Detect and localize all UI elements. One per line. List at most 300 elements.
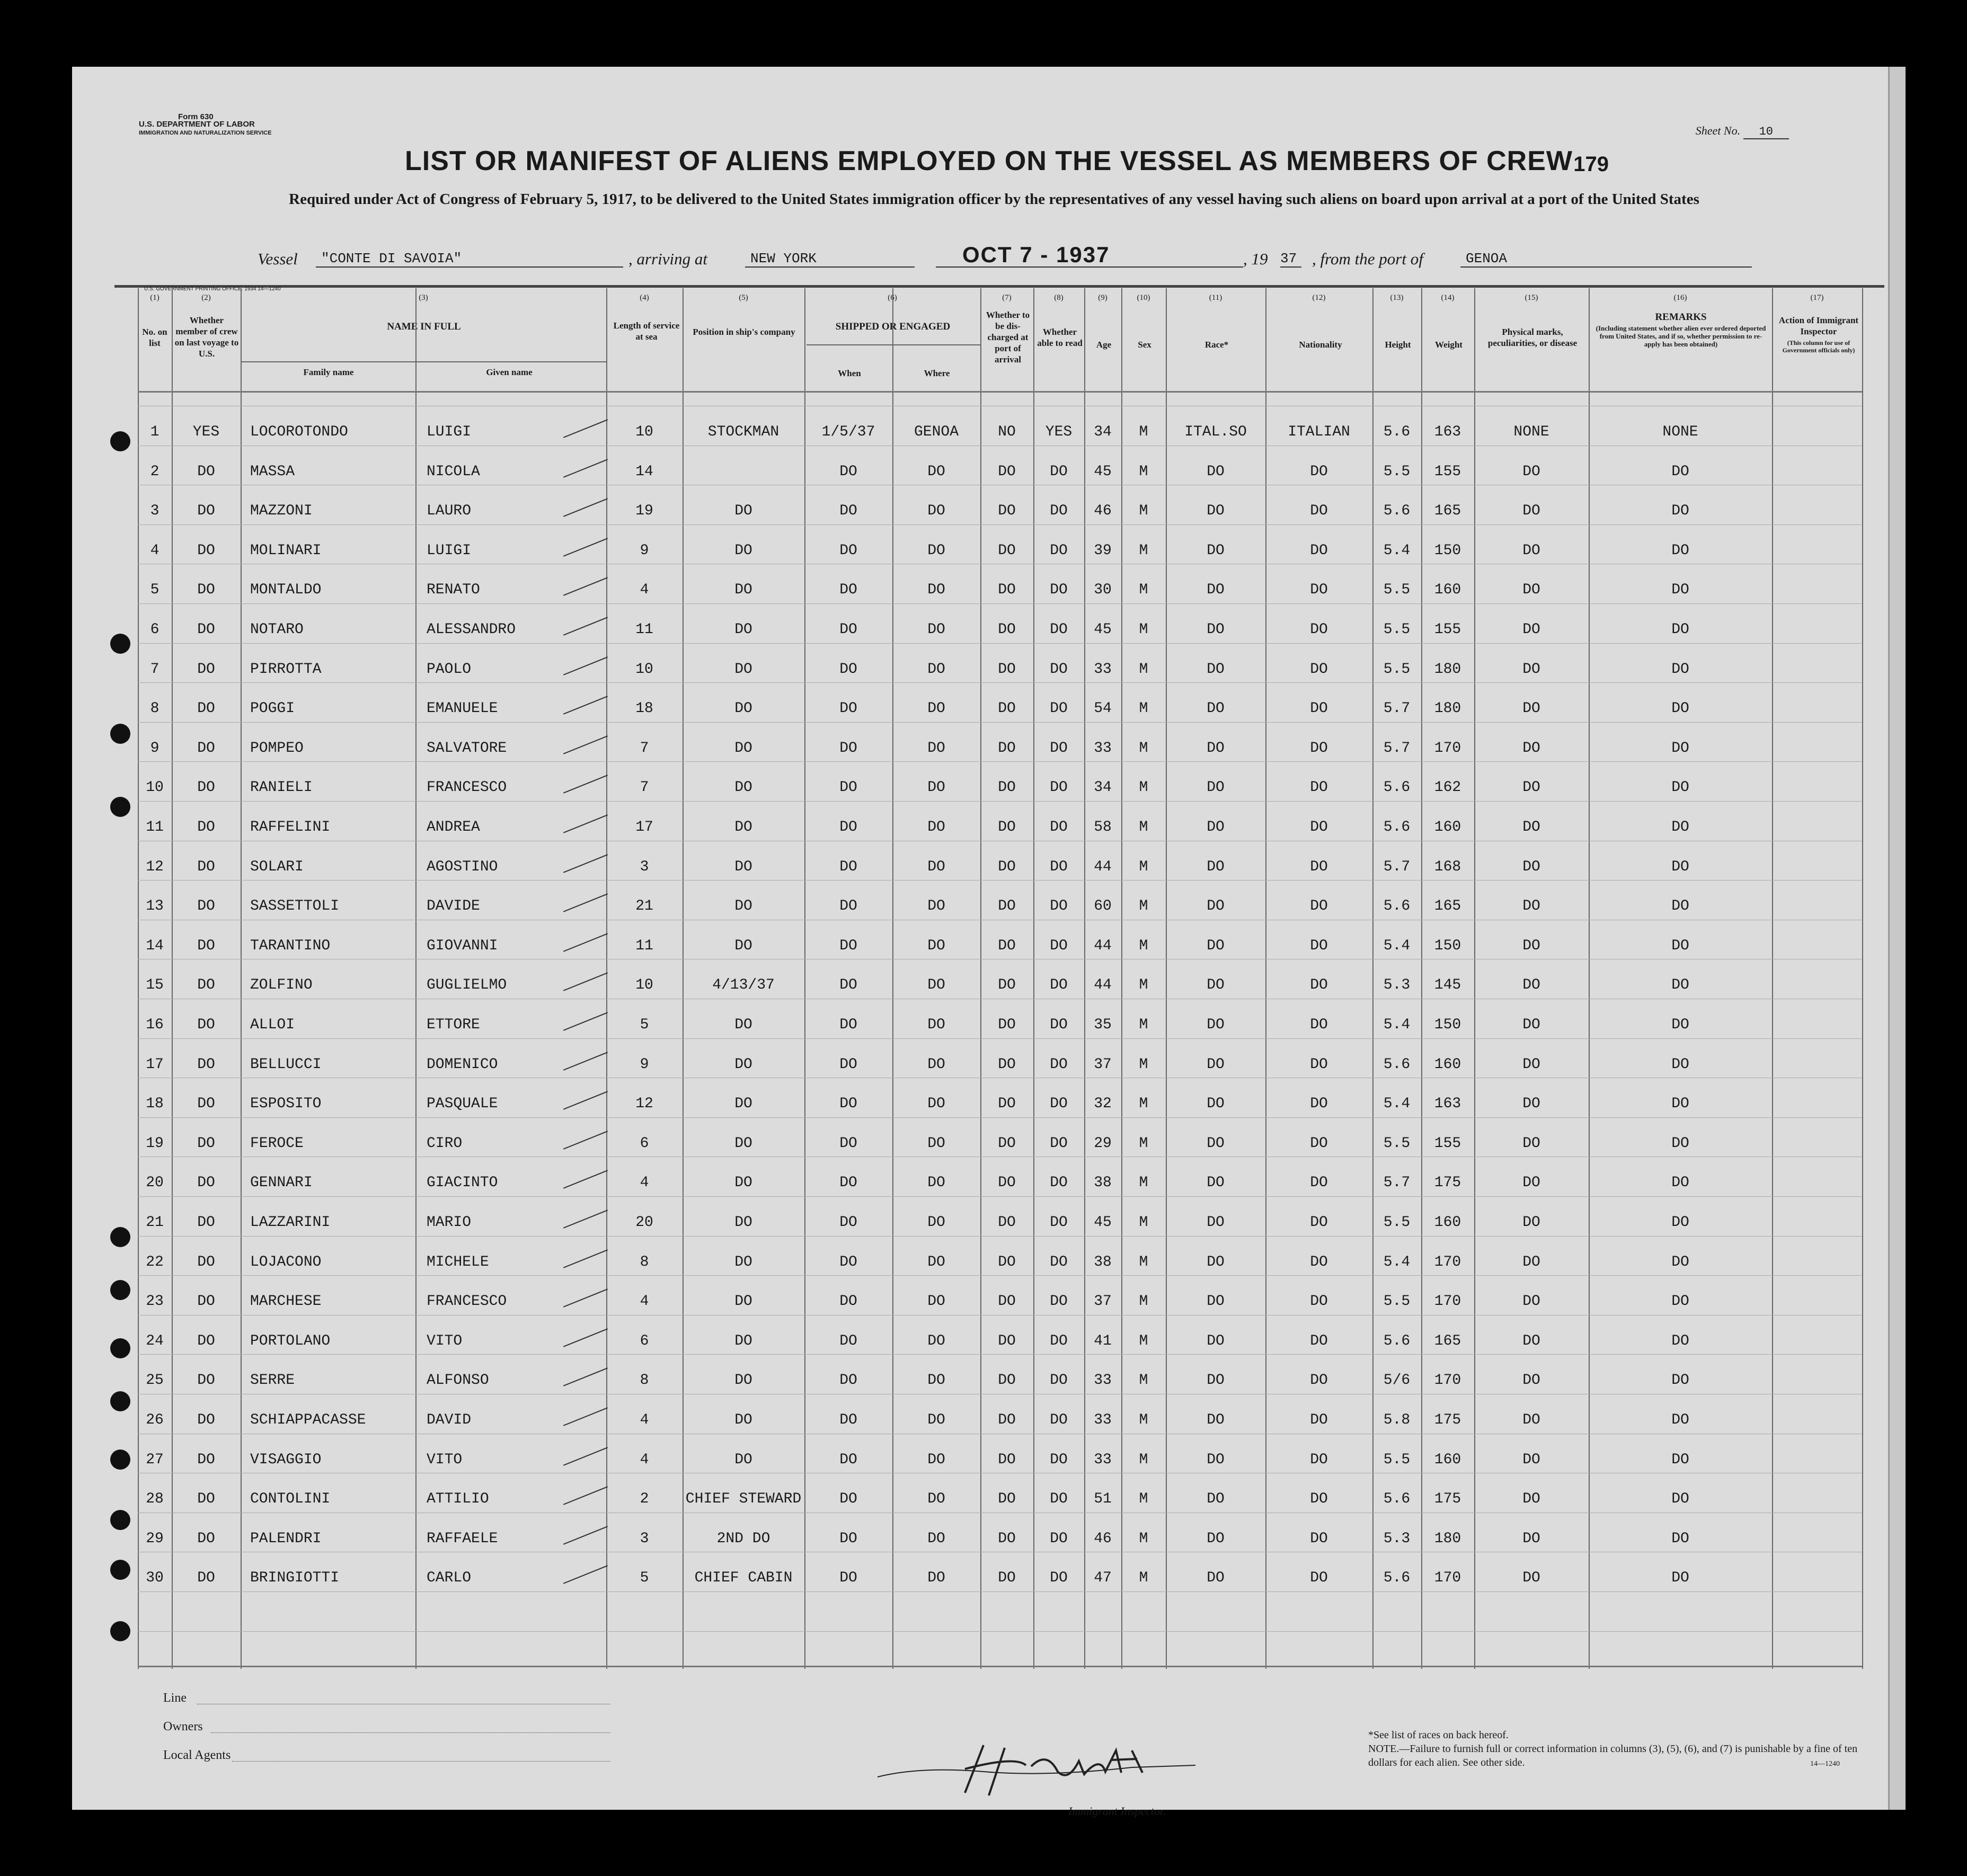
cell-race: DO	[1207, 661, 1225, 678]
cell-height: 5.6	[1383, 424, 1411, 440]
cell-remarks: DO	[1671, 1175, 1689, 1192]
cell-nat: DO	[1310, 1096, 1328, 1113]
cell-remarks: DO	[1671, 1451, 1689, 1468]
col-given-header: Given name	[486, 367, 533, 377]
cell-position: DO	[734, 1017, 752, 1033]
cell-where: DO	[927, 977, 945, 994]
cell-disch: NO	[998, 424, 1016, 440]
cell-age: 37	[1094, 1056, 1112, 1073]
row-rule	[138, 603, 1862, 604]
cell-service: 4	[640, 582, 649, 599]
row-rule	[138, 801, 1862, 802]
cell-disch: DO	[998, 1253, 1016, 1270]
cell-race: DO	[1207, 1175, 1225, 1192]
col-no-header: No. on list	[142, 327, 167, 348]
cell-remarks: DO	[1671, 1570, 1689, 1587]
cell-given: ALFONSO	[427, 1372, 489, 1389]
cell-no: 19	[146, 1135, 164, 1152]
cell-nat: DO	[1310, 1491, 1328, 1508]
cell-nat: DO	[1310, 503, 1328, 520]
cell-marks: DO	[1522, 1530, 1540, 1547]
races-note: *See list of races on back hereof.	[1368, 1729, 1509, 1741]
binder-hole	[110, 634, 130, 654]
cell-position: CHIEF CABIN	[694, 1570, 793, 1587]
cell-race: DO	[1207, 779, 1225, 796]
cell-remarks: DO	[1671, 621, 1689, 638]
cell-when: DO	[839, 858, 857, 875]
cell-height: 5.6	[1383, 1570, 1411, 1587]
cell-remarks: DO	[1671, 1332, 1689, 1349]
cell-disch: DO	[998, 1451, 1016, 1468]
cell-weight: 150	[1434, 542, 1461, 559]
cell-when: DO	[839, 1214, 857, 1231]
footer-agents-field	[232, 1761, 610, 1762]
cell-family: LOJACONO	[250, 1253, 322, 1270]
cell-remarks: DO	[1671, 582, 1689, 599]
cell-given: MARIO	[427, 1214, 472, 1231]
cell-service: 7	[640, 779, 649, 796]
cell-age: 33	[1094, 740, 1112, 757]
cell-marks: DO	[1522, 1017, 1540, 1033]
cell-height: 5.5	[1383, 582, 1411, 599]
cell-race: ITAL.SO	[1184, 424, 1247, 440]
binder-hole	[110, 1338, 130, 1358]
cell-service: 12	[635, 1096, 653, 1113]
col-service-header: Length of service at sea	[613, 321, 680, 342]
cell-weight: 162	[1434, 779, 1461, 796]
cell-sex: M	[1139, 463, 1148, 480]
cell-service: 9	[640, 1056, 649, 1073]
cell-given: PAOLO	[427, 661, 472, 678]
crew-table	[138, 288, 1862, 1669]
cell-height: 5.7	[1383, 740, 1411, 757]
cell-weight: 155	[1434, 1135, 1461, 1152]
column-number: (7)	[1002, 294, 1012, 302]
cell-family: MONTALDO	[250, 582, 322, 599]
cell-race: DO	[1207, 819, 1225, 835]
cell-race: DO	[1207, 1056, 1225, 1073]
cell-race: DO	[1207, 463, 1225, 480]
cell-member: DO	[197, 1332, 215, 1349]
cell-age: 51	[1094, 1491, 1112, 1508]
cell-family: FEROCE	[250, 1135, 304, 1152]
binder-hole	[110, 1621, 130, 1641]
cell-when: DO	[839, 621, 857, 638]
cell-marks: DO	[1522, 1491, 1540, 1508]
cell-family: MASSA	[250, 463, 295, 480]
cell-marks: DO	[1522, 621, 1540, 638]
cell-given: CARLO	[427, 1570, 472, 1587]
cell-sex: M	[1139, 858, 1148, 875]
cell-race: DO	[1207, 1412, 1225, 1428]
cell-family: SOLARI	[250, 858, 304, 875]
cell-where: DO	[927, 1332, 945, 1349]
cell-member: DO	[197, 937, 215, 954]
cell-disch: DO	[998, 858, 1016, 875]
cell-sex: M	[1139, 937, 1148, 954]
cell-height: 5.6	[1383, 779, 1411, 796]
cell-where: DO	[927, 740, 945, 757]
cell-when: DO	[839, 1491, 857, 1508]
cell-race: DO	[1207, 1332, 1225, 1349]
cell-weight: 180	[1434, 700, 1461, 717]
cell-race: DO	[1207, 1214, 1225, 1231]
cell-race: DO	[1207, 700, 1225, 717]
cell-age: 33	[1094, 661, 1112, 678]
cell-when: DO	[839, 542, 857, 559]
cell-where: DO	[927, 621, 945, 638]
row-rule	[138, 880, 1862, 881]
cell-no: 27	[146, 1451, 164, 1468]
cell-age: 44	[1094, 977, 1112, 994]
col-read-header: Whether able to read	[1037, 327, 1083, 348]
cell-given: GIACINTO	[427, 1175, 498, 1192]
cell-sex: M	[1139, 1293, 1148, 1310]
cell-position: STOCKMAN	[707, 424, 779, 440]
cell-when: DO	[839, 977, 857, 994]
cell-disch: DO	[998, 503, 1016, 520]
cell-service: 4	[640, 1451, 649, 1468]
footer-line-label: Line	[163, 1691, 187, 1705]
cell-sex: M	[1139, 503, 1148, 520]
cell-read: DO	[1050, 1530, 1068, 1547]
cell-weight: 155	[1434, 463, 1461, 480]
cell-no: 30	[146, 1570, 164, 1587]
cell-remarks: DO	[1671, 700, 1689, 717]
cell-disch: DO	[998, 779, 1016, 796]
cell-member: DO	[197, 582, 215, 599]
cell-when: DO	[839, 1253, 857, 1270]
cell-when: DO	[839, 898, 857, 915]
cell-nat: ITALIAN	[1288, 424, 1350, 440]
cell-read: DO	[1050, 1412, 1068, 1428]
cell-sex: M	[1139, 977, 1148, 994]
cell-no: 20	[146, 1175, 164, 1192]
cell-member: DO	[197, 1530, 215, 1547]
cell-where: DO	[927, 503, 945, 520]
cell-weight: 170	[1434, 740, 1461, 757]
cell-service: 8	[640, 1372, 649, 1389]
cell-read: DO	[1050, 819, 1068, 835]
cell-given: LUIGI	[427, 424, 472, 440]
cell-no: 9	[150, 740, 160, 757]
sheet-number-label: Sheet No.	[1695, 124, 1741, 137]
column-number: (14)	[1441, 294, 1455, 302]
cell-given: VITO	[427, 1451, 463, 1468]
cell-nat: DO	[1310, 858, 1328, 875]
cell-service: 4	[640, 1175, 649, 1192]
cell-service: 9	[640, 542, 649, 559]
cell-remarks: DO	[1671, 977, 1689, 994]
cell-age: 45	[1094, 1214, 1112, 1231]
cell-read: YES	[1045, 424, 1073, 440]
cell-position: DO	[734, 621, 752, 638]
cell-no: 10	[146, 779, 164, 796]
cell-marks: DO	[1522, 819, 1540, 835]
cell-position: DO	[734, 1451, 752, 1468]
cell-no: 14	[146, 937, 164, 954]
cell-disch: DO	[998, 1175, 1016, 1192]
cell-no: 5	[150, 582, 160, 599]
cell-when: DO	[839, 1175, 857, 1192]
cell-marks: DO	[1522, 1096, 1540, 1113]
cell-when: DO	[839, 1056, 857, 1073]
cell-family: GENNARI	[250, 1175, 313, 1192]
sheet-number-value: 10	[1743, 125, 1789, 139]
cell-race: DO	[1207, 621, 1225, 638]
cell-position: DO	[734, 779, 752, 796]
cell-when: DO	[839, 779, 857, 796]
cell-position: DO	[734, 1214, 752, 1231]
cell-given: ETTORE	[427, 1017, 480, 1033]
col-family-header: Family name	[303, 367, 354, 377]
binder-hole	[110, 797, 130, 817]
cell-marks: DO	[1522, 463, 1540, 480]
cell-no: 17	[146, 1056, 164, 1073]
cell-nat: DO	[1310, 779, 1328, 796]
cell-height: 5.8	[1383, 1412, 1411, 1428]
col-marks-header: Physical marks, peculiarities, or disease	[1487, 327, 1578, 348]
signature-drawing	[856, 1735, 1206, 1803]
cell-member: DO	[197, 503, 215, 520]
cell-age: 34	[1094, 424, 1112, 440]
cell-given: SALVATORE	[427, 740, 507, 757]
cell-age: 30	[1094, 582, 1112, 599]
cell-age: 46	[1094, 1530, 1112, 1547]
cell-height: 5.7	[1383, 700, 1411, 717]
cell-family: NOTARO	[250, 621, 304, 638]
cell-given: FRANCESCO	[427, 1293, 507, 1310]
cell-marks: DO	[1522, 740, 1540, 757]
cell-member: DO	[197, 542, 215, 559]
sheet-number	[1696, 124, 1789, 138]
cell-member: DO	[197, 819, 215, 835]
cell-marks: DO	[1522, 661, 1540, 678]
cell-weight: 163	[1434, 1096, 1461, 1113]
cell-race: DO	[1207, 1293, 1225, 1310]
table-bottom-rule	[138, 1666, 1862, 1667]
col-sex-header: Sex	[1138, 340, 1151, 350]
cell-disch: DO	[998, 1570, 1016, 1587]
cell-height: 5.4	[1383, 1096, 1411, 1113]
column-number: (4)	[640, 294, 649, 302]
cell-member: DO	[197, 1253, 215, 1270]
col-position-header: Position in ship's company	[693, 327, 795, 337]
cell-sex: M	[1139, 1253, 1148, 1270]
cell-where: DO	[927, 1372, 945, 1389]
cell-family: BRINGIOTTI	[250, 1570, 340, 1587]
cell-member: DO	[197, 1412, 215, 1428]
row-rule	[138, 761, 1862, 762]
cell-member: DO	[197, 1135, 215, 1152]
cell-position: DO	[734, 1175, 752, 1192]
cell-height: 5.4	[1383, 542, 1411, 559]
cell-family: MOLINARI	[250, 542, 322, 559]
cell-sex: M	[1139, 819, 1148, 835]
cell-nat: DO	[1310, 740, 1328, 757]
cell-given: LAURO	[427, 503, 472, 520]
cell-read: DO	[1050, 700, 1068, 717]
cell-sex: M	[1139, 621, 1148, 638]
cell-service: 18	[635, 700, 653, 717]
cell-nat: DO	[1310, 1214, 1328, 1231]
date-stamp: OCT 7 - 1937	[962, 242, 1110, 267]
cell-service: 21	[635, 898, 653, 915]
cell-when: DO	[839, 661, 857, 678]
column-number: (11)	[1209, 294, 1222, 302]
cell-no: 11	[146, 819, 164, 835]
cell-height: 5.5	[1383, 1214, 1411, 1231]
cell-nat: DO	[1310, 1175, 1328, 1192]
cell-when: DO	[839, 740, 857, 757]
cell-when: DO	[839, 1293, 857, 1310]
cell-disch: DO	[998, 819, 1016, 835]
cell-where: DO	[927, 779, 945, 796]
cell-family: VISAGGIO	[250, 1451, 322, 1468]
cell-when: DO	[839, 1372, 857, 1389]
cell-service: 20	[635, 1214, 653, 1231]
binder-edge	[1888, 67, 1906, 1810]
column-number: (12)	[1312, 294, 1326, 302]
page-title: LIST OR MANIFEST OF ALIENS EMPLOYED ON THE VESSEL AS MEMBERS OF CREW	[405, 146, 1573, 176]
cell-race: DO	[1207, 582, 1225, 599]
cell-where: DO	[927, 463, 945, 480]
cell-when: DO	[839, 1332, 857, 1349]
cell-family: MAZZONI	[250, 503, 313, 520]
cell-service: 3	[640, 1530, 649, 1547]
cell-service: 11	[635, 937, 653, 954]
cell-age: 33	[1094, 1372, 1112, 1389]
cell-remarks: DO	[1671, 661, 1689, 678]
cell-remarks: NONE	[1662, 424, 1698, 440]
cell-read: DO	[1050, 463, 1068, 480]
cell-when: DO	[839, 1451, 857, 1468]
cell-service: 5	[640, 1017, 649, 1033]
cell-read: DO	[1050, 779, 1068, 796]
cell-position: DO	[734, 542, 752, 559]
cell-family: LAZZARINI	[250, 1214, 331, 1231]
cell-read: DO	[1050, 1491, 1068, 1508]
cell-nat: DO	[1310, 1056, 1328, 1073]
cell-position: DO	[734, 1293, 752, 1310]
cell-family: PIRROTTA	[250, 661, 322, 678]
column-number: (6)	[888, 294, 897, 302]
cell-service: 5	[640, 1570, 649, 1587]
cell-age: 38	[1094, 1175, 1112, 1192]
cell-family: PORTOLANO	[250, 1332, 331, 1349]
cell-weight: 175	[1434, 1412, 1461, 1428]
cell-nat: DO	[1310, 1253, 1328, 1270]
cell-weight: 155	[1434, 621, 1461, 638]
cell-position: DO	[734, 661, 752, 678]
cell-age: 37	[1094, 1293, 1112, 1310]
cell-race: DO	[1207, 1017, 1225, 1033]
cell-age: 29	[1094, 1135, 1112, 1152]
col-shipped-header: SHIPPED OR ENGAGED	[835, 321, 951, 332]
cell-family: SCHIAPPACASSE	[250, 1412, 366, 1428]
cell-service: 17	[635, 819, 653, 835]
cell-given: PASQUALE	[427, 1096, 498, 1113]
cell-nat: DO	[1310, 819, 1328, 835]
cell-height: 5.6	[1383, 503, 1411, 520]
cell-age: 60	[1094, 898, 1112, 915]
col-member-header: Whether member of crew on last voyage to U.S.	[174, 315, 239, 359]
cell-nat: DO	[1310, 1530, 1328, 1547]
cell-member: DO	[197, 1491, 215, 1508]
cell-remarks: DO	[1671, 542, 1689, 559]
cell-service: 6	[640, 1135, 649, 1152]
cell-no: 7	[150, 661, 160, 678]
cell-when: DO	[839, 700, 857, 717]
cell-read: DO	[1050, 542, 1068, 559]
cell-age: 38	[1094, 1253, 1112, 1270]
cell-where: DO	[927, 1017, 945, 1033]
cell-weight: 180	[1434, 661, 1461, 678]
cell-member: DO	[197, 463, 215, 480]
cell-marks: DO	[1522, 1332, 1540, 1349]
cell-age: 44	[1094, 858, 1112, 875]
cell-sex: M	[1139, 1412, 1148, 1428]
column-number: (5)	[739, 294, 748, 302]
cell-member: DO	[197, 700, 215, 717]
cell-disch: DO	[998, 977, 1016, 994]
cell-remarks: DO	[1671, 1293, 1689, 1310]
cell-read: DO	[1050, 1017, 1068, 1033]
cell-family: BELLUCCI	[250, 1056, 322, 1073]
cell-read: DO	[1050, 661, 1068, 678]
arriving-label: , arriving at	[628, 250, 707, 268]
cell-height: 5.6	[1383, 1332, 1411, 1349]
cell-height: 5.4	[1383, 937, 1411, 954]
cell-age: 33	[1094, 1412, 1112, 1428]
row-rule	[138, 1117, 1862, 1118]
inspector-label: Immigrant Inspector.	[1068, 1804, 1166, 1818]
cell-remarks: DO	[1671, 779, 1689, 796]
cell-where: DO	[927, 858, 945, 875]
row-rule	[138, 1038, 1862, 1039]
cell-disch: DO	[998, 1096, 1016, 1113]
cell-read: DO	[1050, 740, 1068, 757]
column-number: (10)	[1137, 294, 1150, 302]
cell-disch: DO	[998, 1293, 1016, 1310]
cell-read: DO	[1050, 503, 1068, 520]
cell-read: DO	[1050, 898, 1068, 915]
cell-when: DO	[839, 937, 857, 954]
cell-read: DO	[1050, 1570, 1068, 1587]
cell-disch: DO	[998, 1332, 1016, 1349]
cell-age: 54	[1094, 700, 1112, 717]
cell-when: DO	[839, 819, 857, 835]
cell-position: CHIEF STEWARD	[685, 1491, 802, 1508]
binder-hole	[110, 1450, 130, 1470]
cell-member: DO	[197, 1175, 215, 1192]
cell-read: DO	[1050, 937, 1068, 954]
form-number: Form 630	[178, 112, 214, 121]
cell-remarks: DO	[1671, 1096, 1689, 1113]
cell-family: ALLOI	[250, 1017, 295, 1033]
cell-remarks: DO	[1671, 740, 1689, 757]
row-rule	[138, 1275, 1862, 1276]
cell-when: DO	[839, 1096, 857, 1113]
cell-race: DO	[1207, 977, 1225, 994]
cell-when: DO	[839, 1135, 857, 1152]
cell-weight: 160	[1434, 1214, 1461, 1231]
cell-race: DO	[1207, 542, 1225, 559]
cell-nat: DO	[1310, 1135, 1328, 1152]
cell-sex: M	[1139, 1175, 1148, 1192]
cell-nat: DO	[1310, 700, 1328, 717]
cell-no: 26	[146, 1412, 164, 1428]
